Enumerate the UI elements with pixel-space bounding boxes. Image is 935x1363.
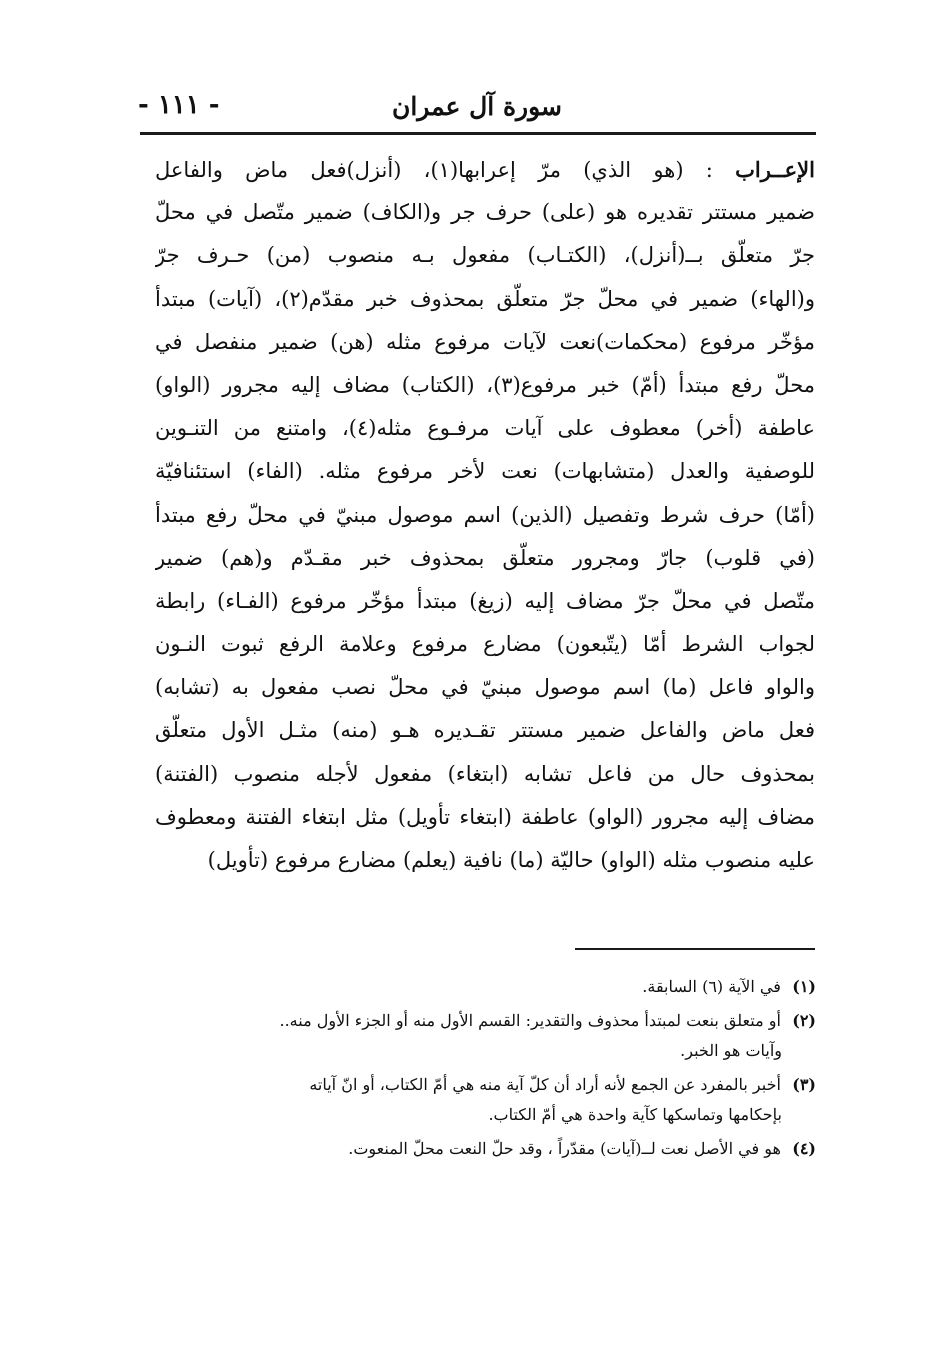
footnotes [140, 972, 816, 1168]
footnote-item [140, 972, 816, 1002]
text-line: بمحذوف حال من فاعل تشابه (ابتغاء) مفعول لأجله منصوب (الفتنة) [155, 761, 815, 786]
page-number: - ١١١ - [138, 90, 220, 120]
text-line: (في قلوب) جارّ ومجرور متعلّق بمحذوف خبر مقـدّم و(هم) ضمير [155, 545, 815, 570]
text-line: للوصفية والعدل (متشابهات) نعت لأخر مرفوع مثله. (الفاء) استئنافيّة [155, 459, 815, 484]
footnote-text: هو في الأصل نعت لــ(آيات) مقدّراً ، وقد حلّ النعت محلّ المنعوت. [348, 1139, 781, 1158]
footnote-number: (١) [792, 977, 816, 996]
text-line: جرّ متعلّق بــ(أنزل)، (الكتـاب) مفعول بـه منصوب (من) حـرف جرّ [155, 243, 815, 268]
section-heading: الإعــراب [735, 157, 815, 182]
text-line: لجواب الشرط أمّا (يتّبعون) مضارع مرفوع وعلامة الرفع ثبوت النـون [155, 632, 815, 657]
footnote-item [140, 1134, 816, 1164]
footnote-number: (٤) [792, 1139, 816, 1158]
footnote-continuation: بإحكامها وتماسكها كآية واحدة هي أمّ الكتاب. [488, 1105, 782, 1124]
text-line: والواو فاعل (ما) اسم موصول مبنيّ في محلّ نصب مفعول به (تشابه) [155, 675, 815, 700]
footnote-text: أو متعلق بنعت لمبتدأ محذوف والتقدير: القسم الأول منه أو الجزء الأول منه.. [279, 1011, 781, 1030]
text-line: و(الهاء) ضمير في محلّ جرّ متعلّق بمحذوف خبر مقدّم(٢)، (آيات) مبتدأ [155, 286, 815, 311]
footnote-divider [575, 948, 815, 950]
text-line: مضاف إليه مجرور (الواو) عاطفة (ابتغاء تأويل) مثل ابتغاء الفتنة ومعطوف [155, 804, 815, 829]
text-line: (أمّا) حرف شرط وتفصيل (الذين) اسم موصول مبنيّ في محلّ رفع مبتدأ [155, 502, 815, 527]
text-line: ضمير مستتر تقديره هو (على) حرف جر و(الكاف) ضمير متّصل في محلّ [155, 200, 815, 225]
text-line: الإعــراب : (هو الذي) مرّ إعرابها(١)، (أنزل)فعل ماض والفاعل [155, 157, 815, 182]
text-line: عليه منصوب مثله (الواو) حاليّة (ما) نافية (يعلم) مضارع مرفوع (تأويل) [207, 848, 815, 872]
header-divider [140, 132, 816, 135]
text-line: عاطفة (أخر) معطوف على آيات مرفـوع مثله(٤)، وامتنع من التنـوين [155, 416, 815, 441]
footnote-number: (٢) [792, 1011, 816, 1030]
text-line: محلّ رفع مبتدأ (أمّ) خبر مرفوع(٣)، (الكتاب) مضاف إليه مجرور (الواو) [155, 372, 815, 397]
footnote-text: أخبر بالمفرد عن الجمع لأنه أراد أن كلّ آية منه هي أمّ الكتاب، أو انّ آياته [309, 1075, 781, 1094]
main-text [155, 148, 815, 882]
footnote-text: في الآية (٦) السابقة. [642, 977, 781, 996]
footnote-item [140, 1006, 816, 1066]
footnote-item [140, 1070, 816, 1130]
text-line: فعل ماض والفاعل ضمير مستتر تقـديره هـو (منه) مثـل الأول متعلّق [155, 718, 815, 743]
text-line: مؤخّر مرفوع (محكمات)نعت لآيات مرفوع مثله (هن) ضمير منفصل في [155, 329, 815, 354]
page-header [120, 84, 820, 134]
footnote-continuation: وآيات هو الخبر. [680, 1041, 782, 1060]
footnote-number: (٣) [792, 1075, 816, 1094]
text-line: متّصل في محلّ جرّ مضاف إليه (زيغ) مبتدأ مؤخّر مرفوع (الفـاء) رابطة [155, 588, 815, 613]
surah-title: سورة آل عمران [391, 92, 562, 121]
